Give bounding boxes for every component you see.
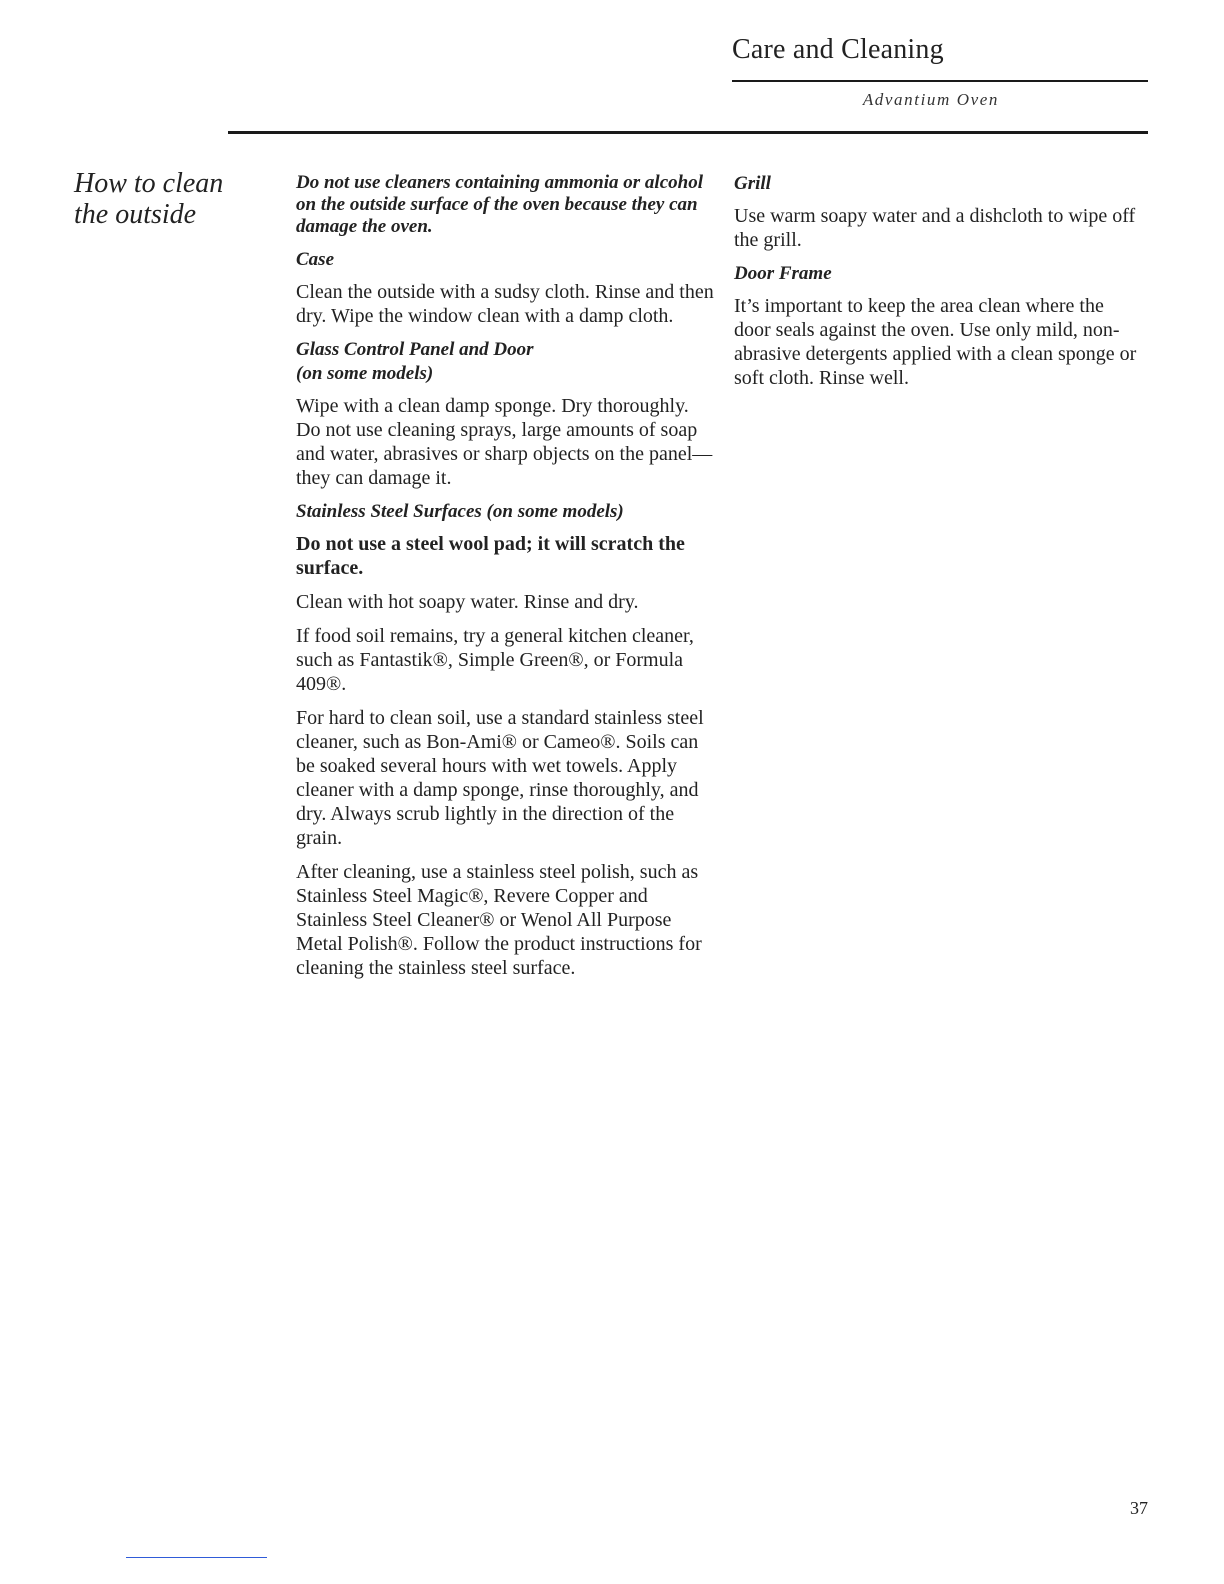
glass-panel-heading-line-1: Glass Control Panel and Door [296,339,534,360]
page-title: Care and Cleaning [732,34,944,65]
footer-link-line [126,1557,267,1558]
grill-heading: Grill [734,173,771,194]
section-rule [228,131,1148,134]
steel-wool-warning: Do not use a steel wool pad; it will scratch the surface. [296,533,685,579]
page-number: 37 [1130,1498,1148,1518]
section-heading-line-2: the outside [74,199,197,230]
stainless-paragraph-2: If food soil remains, try a general kitchen cleaner, such as Fantastik®, Simple Green®, or Formula 409®. [296,625,694,695]
page-subtitle: Advantium Oven [862,90,999,109]
case-text: Clean the outside with a sudsy cloth. Rinse and then dry. Wipe the window clean with a damp cloth. [296,281,714,327]
section-heading [74,168,274,230]
glass-panel-heading [296,338,716,386]
grill-text: Use warm soapy water and a dishcloth to wipe off the grill. [734,205,1136,251]
case-heading: Case [296,249,334,270]
section-heading-line-1: How to clean [74,168,224,199]
glass-panel-text: Wipe with a clean damp sponge. Dry thoroughly. Do not use cleaning sprays, large amounts of soap and water, abrasives or sharp objects on the panel—they can damage it. [296,395,713,489]
stainless-paragraph-1: Clean with hot soapy water. Rinse and dry. [296,591,639,613]
right-column [734,172,1144,400]
stainless-paragraph-4: After cleaning, use a stainless steel polish, such as Stainless Steel Magic®, Revere Copper and Stainless Steel Cleaner® or Wenol All Purpose Metal Polish®. Follow the product instructions for cleaning the stainless steel surface. [296,861,702,979]
door-frame-text: It’s important to keep the area clean where the door seals against the oven. Use only mild, non-abrasive detergents applied with a clean sponge or soft cloth. Rinse well. [734,295,1137,389]
middle-column [296,172,716,990]
header-rule [732,80,1148,82]
ammonia-warning: Do not use cleaners containing ammonia or alcohol on the outside surface of the oven because they can damage the oven. [296,172,703,237]
stainless-paragraph-3: For hard to clean soil, use a standard stainless steel cleaner, such as Bon-Ami® or Cameo®. Soils can be soaked several hours with wet towels. Apply cleaner with a damp sponge, rinse thoroughly, and dry. Always scrub lightly in the direction of the grain. [296,707,704,849]
door-frame-heading: Door Frame [734,263,832,284]
glass-panel-heading-line-2: (on some models) [296,363,434,384]
stainless-heading: Stainless Steel Surfaces (on some models) [296,501,624,522]
